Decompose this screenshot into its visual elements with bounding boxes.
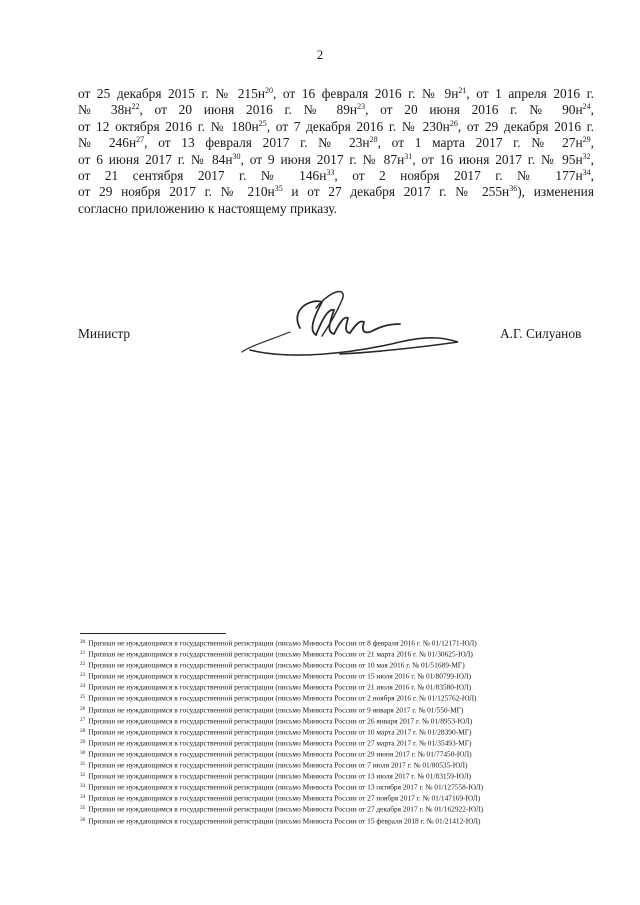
footnote-text: Признан не нуждающимся в государственной регистрации (письмо Минюста России от 13 октября 2017 г. № 01/127558-ЮЛ)	[88, 782, 484, 792]
footnote-item	[80, 648, 600, 659]
footnote-number: 36	[80, 816, 86, 823]
body-text	[78, 86, 594, 217]
footnote-text: Признан не нуждающимся в государственной регистрации (письмо Минюста России от 15 июля 2016 г. № 01/80799-ЮЛ)	[88, 671, 472, 681]
footnote-ref: 24	[582, 102, 591, 112]
body-text-run: от 25 декабря 2015 г. № 215н	[78, 86, 265, 101]
footnote-item	[80, 726, 600, 737]
footnote-ref: 30	[232, 151, 241, 161]
footnote-item	[80, 803, 600, 814]
footnote-number: 27	[80, 716, 86, 723]
body-text-run: ,	[590, 102, 595, 118]
footnote-text: Признан не нуждающимся в государственной регистрации (письмо Минюста России от 27 ноября 2017 г. № 01/147169-ЮЛ)	[88, 793, 481, 803]
body-text-run: , от 20 июня 2016 г. № 90н	[365, 102, 583, 118]
body-text-run: , от 2 ноября 2017 г. № 177н	[334, 167, 583, 183]
footnote-item	[80, 681, 600, 692]
body-text-run: , от 20 июня 2016 г. № 89н	[139, 102, 358, 118]
footnote-ref: 26	[449, 118, 458, 128]
footnote-separator	[80, 633, 226, 634]
body-line	[78, 152, 594, 168]
signatory-name: А.Г. Силуанов	[500, 326, 582, 341]
footnote-number: 23	[80, 672, 86, 679]
body-text-run: № 246н	[78, 135, 137, 151]
footnote-ref: 28	[369, 135, 378, 145]
signatory-role: Министр	[78, 326, 131, 341]
footnotes	[80, 637, 600, 826]
page-number: 2	[316, 47, 324, 62]
footnote-item	[80, 792, 600, 803]
footnote-text: Признан не нуждающимся в государственной регистрации (письмо Минюста России от 9 января 2017 г. № 01/550-МГ)	[88, 705, 464, 715]
footnote-ref: 31	[404, 151, 413, 161]
footnote-text: Признан не нуждающимся в государственной регистрации (письмо Минюста России от 27 декабря 2017 г. № 01/162922-ЮЛ)	[88, 804, 484, 814]
footnote-ref: 35	[274, 184, 283, 194]
footnote-ref: 22	[131, 102, 140, 112]
footnote-number: 31	[80, 761, 86, 768]
footnote-ref: 21	[458, 86, 467, 95]
body-text-run: , от 1 марта 2017 г. № 27н	[377, 135, 583, 151]
footnote-ref: 23	[357, 102, 366, 112]
footnote-ref: 25	[258, 118, 267, 128]
footnote-number: 21	[80, 650, 86, 657]
body-text-run: № 38н	[78, 102, 132, 118]
body-text-run: от 6 июня 2017 г. № 84н	[78, 151, 233, 167]
footnote-number: 20	[80, 639, 86, 645]
footnote-item	[80, 815, 600, 826]
body-text-run: , от 16 июня 2017 г. № 95н	[412, 151, 583, 167]
footnote-text: Признан не нуждающимся в государственной регистрации (письмо Минюста России от 26 января 2017 г. № 01/8953-ЮЛ)	[88, 716, 473, 726]
footnote-number: 25	[80, 694, 86, 701]
footnote-number: 34	[80, 794, 86, 801]
footnote-number: 26	[80, 705, 86, 712]
footnote-item	[80, 759, 600, 770]
footnote-text: Признан не нуждающимся в государственной регистрации (письмо Минюста России от 15 февраля 2018 г. № 01/21412-ЮЛ)	[88, 816, 481, 825]
footnote-item	[80, 781, 600, 792]
footnote-item	[80, 670, 600, 681]
footnote-text: Признан не нуждающимся в государственной регистрации (письмо Минюста России от 2 ноября 2016 г. № 01/125762-ЮЛ)	[88, 693, 477, 703]
footnote-number: 35	[80, 805, 86, 812]
body-text-run: , от 13 февраля 2017 г. № 23н	[144, 135, 370, 151]
footnote-ref: 32	[582, 151, 591, 161]
footnote-text: Признан не нуждающимся в государственной регистрации (письмо Минюста России от 27 марта 2017 г. № 01/35493-МГ)	[88, 738, 472, 748]
footnote-ref: 33	[326, 167, 335, 177]
footnote-text: Признан не нуждающимся в государственной регистрации (письмо Минюста России от 21 марта 2016 г. № 01/30625-ЮЛ)	[88, 649, 473, 659]
footnote-text: Признан не нуждающимся в государственной регистрации (письмо Минюста России от 29 июня 2017 г. № 01/77450-ЮЛ)	[88, 749, 472, 759]
footnote-number: 24	[80, 683, 86, 690]
footnote-ref: 36	[509, 184, 518, 194]
handwritten-signature	[230, 280, 470, 375]
body-line	[78, 168, 594, 184]
footnote-text: Признан не нуждающимся в государственной регистрации (письмо Минюста России от 7 июля 2017 г. № 01/80535-ЮЛ)	[88, 760, 468, 770]
body-text-run: и от 27 декабря 2017 г. № 255н	[282, 184, 510, 200]
signature-block	[0, 280, 640, 380]
footnote-ref: 34	[582, 167, 591, 177]
footnote-ref: 29	[582, 135, 591, 145]
footnote-number: 30	[80, 749, 86, 756]
body-text-run: , от 16 февраля 2016 г. № 9н	[273, 86, 459, 101]
body-text-run: , от 7 декабря 2016 г. № 230н	[266, 118, 450, 134]
body-line	[78, 201, 594, 217]
footnote-number: 32	[80, 772, 86, 779]
body-line	[78, 135, 594, 151]
footnote-item	[80, 704, 600, 715]
body-text-run: ,	[590, 151, 594, 167]
footnote-text: Признан не нуждающимся в государственной регистрации (письмо Минюста России от 10 мая 2016 г. № 01/51689-МГ)	[88, 660, 465, 670]
body-text-run: ), изменения	[517, 184, 594, 200]
footnote-ref: 27	[136, 135, 145, 145]
body-text-run: от 12 октября 2016 г. № 180н	[78, 118, 259, 134]
body-line	[78, 119, 594, 135]
body-text-run: от 29 ноября 2017 г. № 210н	[78, 184, 275, 200]
body-line	[78, 184, 594, 200]
footnote-item	[80, 659, 600, 670]
footnote-number: 33	[80, 783, 86, 790]
footnote-item	[80, 715, 600, 726]
footnote-number: 29	[80, 738, 86, 745]
footnote-ref: 20	[265, 86, 273, 95]
body-text-run: согласно приложению к настоящему приказу.	[78, 200, 337, 216]
footnote-item	[80, 737, 600, 748]
footnote-text: Признан не нуждающимся в государственной регистрации (письмо Минюста России от 10 марта 2017 г. № 01/28390-МГ)	[88, 727, 472, 737]
footnote-item	[80, 748, 600, 759]
footnote-text: Признан не нуждающимся в государственной регистрации (письмо Минюста России от 21 июля 2016 г. № 01/83580-ЮЛ)	[88, 682, 472, 692]
body-text-run: , от 9 июня 2017 г. № 87н	[240, 151, 405, 167]
body-line	[78, 86, 594, 102]
body-text-run: ,	[590, 167, 594, 183]
footnote-item	[80, 692, 600, 703]
body-text-run: ,	[590, 135, 595, 151]
body-text-run: , от 29 декабря 2016 г.	[457, 118, 595, 134]
footnote-text: Признан не нуждающимся в государственной регистрации (письмо Минюста России от 8 февраля 2016 г. № 01/12171-ЮЛ)	[88, 638, 477, 648]
footnote-number: 22	[80, 661, 86, 668]
footnote-text: Признан не нуждающимся в государственной регистрации (письмо Минюста России от 13 июля 2017 г. № 01/83159-ЮЛ)	[88, 771, 472, 781]
body-text-run: от 21 сентября 2017 г. № 146н	[78, 167, 327, 183]
footnote-item	[80, 770, 600, 781]
footnote-item	[80, 637, 600, 648]
body-text-run: , от 1 апреля 2016 г.	[466, 86, 594, 101]
body-line	[78, 102, 594, 118]
footnote-number: 28	[80, 727, 86, 734]
